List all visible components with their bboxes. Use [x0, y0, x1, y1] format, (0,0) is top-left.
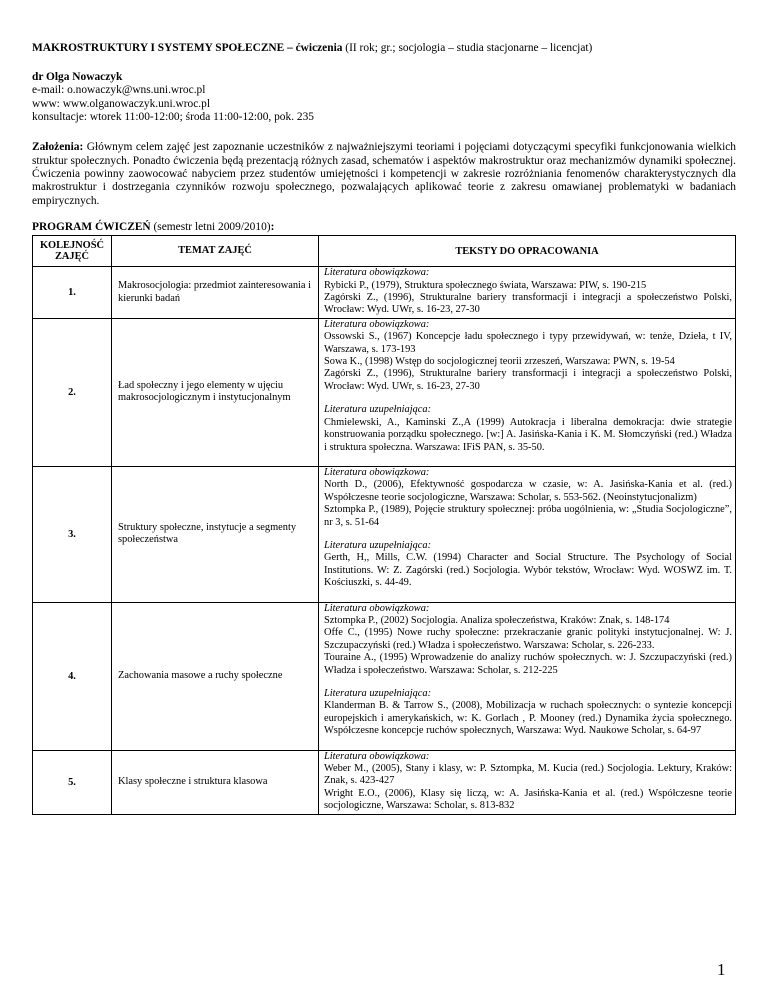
row-number: 3.	[33, 466, 112, 602]
row-number: 2.	[33, 318, 112, 466]
required-reading-label: Literatura obowiązkowa:	[324, 267, 430, 279]
required-reading-entry: Rybicki P., (1979), Struktura społecznego świata, Warszawa: PIW, s. 190-215	[324, 279, 647, 291]
row-texts	[319, 602, 736, 750]
program-heading	[32, 221, 736, 234]
course-name: MAKROSTRUKTURY I SYSTEMY SPOŁECZNE – ćwiczenia	[32, 42, 343, 54]
section-gap	[324, 529, 732, 540]
row-topic: Klasy społeczne i struktura klasowa	[112, 750, 319, 814]
supplementary-reading-entry: Klanderman B. & Tarrow S., (2008), Mobilizacja w ruchach społecznych: o syntezie koncepcji europejskich i amerykańskich, w: K. Gorlach , P. Mooney (red.) Dynamika życia społecznego. Współczesne koncepcje ruchów społecznych, Warszawa: Wyd. Naukowe Scholar, s. 64-97	[324, 700, 732, 737]
page-number: 1	[717, 960, 726, 979]
row-texts	[319, 267, 736, 319]
section-gap	[324, 393, 732, 404]
required-reading-label: Literatura obowiązkowa:	[324, 750, 430, 762]
course-details: (II rok; gr.; socjologia – studia stacjonarne – licencjat)	[345, 42, 593, 54]
required-reading-entry: Ossowski S., (1967) Koncepcje ładu społecznego i typy przewidywań, w: tenże, Dzieła, t IV, Warszawa, s. 173-193	[324, 331, 732, 355]
row-topic: Struktury społeczne, instytucje a segmenty społeczeństwa	[112, 466, 319, 602]
section-gap	[324, 677, 732, 688]
header-topic: TEMAT ZAJĘĆ	[112, 236, 319, 267]
document-page	[32, 42, 736, 815]
table-row	[33, 466, 736, 602]
row-texts	[319, 318, 736, 466]
required-reading-entry: Sztompka P., (2002) Socjologia. Analiza społeczeństwa, Kraków: Znak, s. 148-174	[324, 614, 670, 626]
required-reading-entry: Zagórski Z., (1996), Strukturalne bariery transformacji i integracji a społeczeństwo Polski, Wrocław: Wyd. UWr, s. 16-23, 27-30	[324, 292, 732, 316]
required-reading-entry: Sowa K., (1998) Wstęp do socjologicznej teorii zrzeszeń, Warszawa: PWN, s. 19-54	[324, 356, 675, 368]
row-topic: Ład społeczny i jego elementy w ujęciu makrosocjologicznym i instytucjonalnym	[112, 318, 319, 466]
office-hours: konsultacje: wtorek 11:00-12:00; środa 11:00-12:00, pok. 235	[32, 110, 314, 123]
program-table	[32, 235, 736, 814]
supplementary-reading-label: Literatura uzupełniająca:	[324, 404, 432, 416]
supplementary-reading-entry: Chmielewski, A., Kaminski Z.,A (1999) Autokracja i liberalna demokracja: dwie strategie konstruowania porządku społecznego. [w:] A. Jasińska-Kania i K. M. Słomczyński (red.) Władza i struktura społeczna. Warszawa: IFiS PAN, s. 35-50.	[324, 416, 732, 453]
program-colon: :	[270, 221, 275, 234]
required-reading-label: Literatura obowiązkowa:	[324, 602, 430, 614]
author-email[interactable]: e-mail: o.nowaczyk@wns.uni.wroc.pl	[32, 84, 206, 97]
supplementary-reading-label: Literatura uzupełniająca:	[324, 688, 432, 699]
table-row	[33, 602, 736, 750]
required-reading-label: Literatura obowiązkowa:	[324, 466, 430, 478]
section-gap	[324, 738, 732, 749]
course-title	[32, 42, 736, 55]
goals-label: Założenia:	[32, 141, 84, 154]
row-topic: Zachowania masowe a ruchy społeczne	[112, 602, 319, 750]
row-number: 4.	[33, 602, 112, 750]
table-row	[33, 318, 736, 466]
required-reading-entry: Offe C., (1995) Nowe ruchy społeczne: przekraczanie granic polityki instytucjonalnej. W: J. Szczupaczyński (red.) Władza i społeczeństwo. Warszawa: Scholar, s. 226-233.	[324, 627, 732, 651]
row-topic: Makrosocjologia: przedmiot zainteresowania i kierunki badań	[112, 267, 319, 319]
section-gap	[324, 454, 732, 465]
table-row	[33, 750, 736, 814]
required-reading-entry: Sztompka P., (1989), Pojęcie struktury społecznej: próba uogólnienia, w: „Studia Socjologiczne”, nr 3, s. 51-64	[324, 504, 732, 528]
section-gap	[324, 590, 732, 601]
course-goals	[32, 141, 736, 208]
required-reading-entry: Zagórski Z., (1996), Strukturalne bariery transformacji i integracji a społeczeństwo Polski, Wrocław: Wyd. UWr, s. 16-23, 27-30	[324, 368, 732, 392]
author-name: dr Olga Nowaczyk	[32, 71, 123, 83]
supplementary-reading-entry: Gerth, H,, Mills, C.W. (1994) Character and Social Structure. The Psychology of Social Institutions. W: Z. Zagórski (red.) Socjologia. Wybór tekstów, Wrocław: Wyd. WOSWZ im. T. Kościuszki, s. 44-49.	[324, 552, 732, 589]
required-reading-label: Literatura obowiązkowa:	[324, 318, 430, 330]
required-reading-entry: Wright E.O., (2006), Klasy się liczą, w: A. Jasińska-Kania et al. (red.) Współczesne teorie socjologiczne, Warszawa: Scholar, s. 813-832	[324, 787, 732, 812]
row-number: 1.	[33, 267, 112, 319]
author-website[interactable]: www: www.olganowaczyk.uni.wroc.pl	[32, 97, 210, 110]
author-block	[32, 71, 736, 124]
required-reading-entry: North D., (2006), Efektywność gospodarcza w czasie, w: A. Jasińska-Kania et al. (red.) Współczesne teorie socjologiczne, Warszawa: Scholar, s. 553-562. (Neoinstytucjonalizm)	[324, 479, 732, 503]
row-texts	[319, 466, 736, 602]
required-reading-entry: Weber M., (2005), Stany i klasy, w: P. Sztompka, M. Kucia (red.) Socjologia. Lektury, Kraków: Znak, s. 423-427	[324, 763, 732, 787]
program-title: PROGRAM ĆWICZEŃ	[32, 221, 151, 234]
required-reading-entry: Touraine A., (1995) Wprowadzenie do analizy ruchów społecznych. w: J. Szczupaczyński (red.) Władza i społeczeństwo. Warszawa: Scholar, s. 212-225	[324, 652, 732, 676]
table-row	[33, 267, 736, 319]
header-texts: TEKSTY DO OPRACOWANIA	[319, 236, 736, 267]
header-order: KOLEJNOŚĆ ZAJĘĆ	[33, 236, 112, 267]
row-number: 5.	[33, 750, 112, 814]
supplementary-reading-label: Literatura uzupełniająca:	[324, 539, 432, 551]
table-header-row	[33, 236, 736, 267]
program-semester: (semestr letni 2009/2010)	[153, 221, 271, 234]
goals-text: Głównym celem zajęć jest zapoznanie uczestników z najważniejszymi teoriami i pojęciami dotyczącymi specyfiki funkcjonowania wielkich struktur społecznych. Ponadto ćwiczenia będą prezentacją różnych zasad, schematów i aspektów makrostruktur oraz mechanizmów dynamiki społecznej. Ćwiczenia powinny zaowocować nabyciem przez studentów umiejętności i kompetencji w zakresie rozróżniania fenomenów charakterystycznych dla makrostruktur i dostrzegania czynników rozwoju społecznego, pozwalających aplikować teorie z zakresu omawianej problematyki w badaniach empirycznych.	[32, 141, 736, 207]
row-texts	[319, 750, 736, 814]
